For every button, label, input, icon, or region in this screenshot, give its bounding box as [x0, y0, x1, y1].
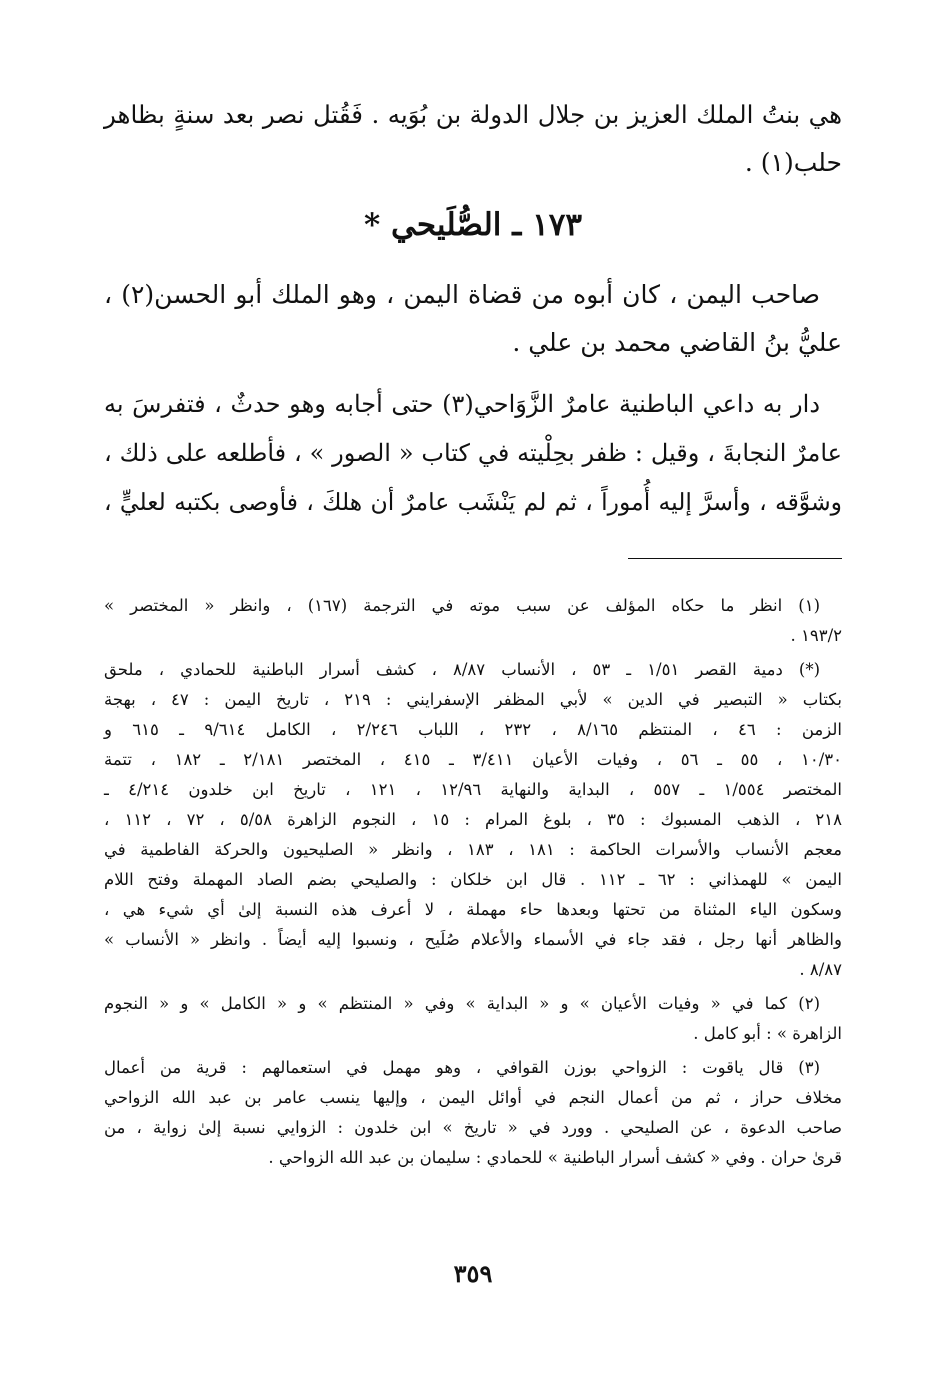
footnote-star-line-5: المختصر ١/٥٥٤ ـ ٥٥٧ ، البداية والنهاية ١٢/٩٦ ، ١٢١ ، تاريخ ابن خلدون ٤/٢١٤ ـ: [104, 780, 842, 799]
paragraph1-line-2: عليُّ بنُ القاضي محمد بن علي .: [512, 328, 842, 357]
paragraph2-line-3: وشوَّقه ، وأسرَّ إليه أُموراً ، ثم لم يَنْشَب عامرٌ أن هلكَ ، فأوصى بكتبه لعليٍّ ،: [104, 488, 842, 516]
entry-title: ١٧٣ ـ الصُّلَيحي *: [363, 207, 583, 243]
intro-line-2: حلب(١) .: [744, 148, 842, 177]
footnote-2-line-2: الزاهرة » : أبو كامل .: [693, 1024, 842, 1043]
footnote-star-line-8: اليمن » للهمذاني : ٦٢ ـ ١١٢ . قال ابن خلكان : والصليحي بضم الصاد المهملة وفتح اللام: [104, 870, 842, 889]
footnote-star-line-10: والظاهر أنها رجل ، فقد جاء في الأسماء والأعلام صُلَيح ، ونسبوا إليه أيضاً . وانظر « الأنساب »: [104, 930, 842, 949]
footnote-3-line-2: مخلاف حراز ، ثم من أعمال النجم في أوائل اليمن ، وإليها ينسب عامر بن عبد الله الزواحي: [104, 1088, 842, 1107]
footnote-1-line-1: (١) انظر ما حكاه المؤلف عن سبب موته في الترجمة (١٦٧) ، وانظر « المختصر »: [104, 596, 821, 615]
page-number: ٣٥٩: [453, 1259, 493, 1288]
footnote-star-line-6: ٢١٨ ، الذهب المسبوك : ٣٥ ، بلوغ المرام : ١٥ ، النجوم الزاهرة ٥/٥٨ ، ٧٢ ، ١١٢ ،: [104, 810, 843, 829]
footnote-1-line-2: ١٩٣/٢ .: [790, 626, 842, 645]
footnote-2-line-1: (٢) كما في « وفيات الأعيان » و « البداية » وفي « المنتظم » و « الكامل » و « النجوم: [104, 994, 820, 1013]
footnote-3-line-3: صاحب الدعوة ، عن الصليحي . وورد في « تاريخ » ابن خلدون : الزوايي نسبة إلىٰ زواية ، من: [104, 1118, 842, 1137]
paragraph2-line-1: دار به داعي الباطنية عامرٌ الزَّوَاحي(٣) حتى أجابه وهو حدثٌ ، فتفرسَ به: [104, 390, 820, 418]
footnote-star-line-2: بكتاب « التبصير في الدين » لأبي المظفر الإسفرايني : ٢١٩ ، تاريخ اليمن : ٤٧ ، بهجة: [104, 690, 842, 709]
footnote-star-line-4: ١٠/٣٠ ، ٥٥ ـ ٥٦ ، وفيات الأعيان ٣/٤١١ ـ ٤١٥ ، المختصر ٢/١٨١ ـ ١٨٢ ، تتمة: [104, 750, 842, 769]
paragraph1-line-1: صاحب اليمن ، كان أبوه من قضاة اليمن ، وهو الملك أبو الحسن(٢) ،: [104, 280, 820, 309]
footnote-3-line-1: (٣) قال ياقوت : الزواحي بوزن القوافي ، وهو مهمل في استعمالهم : قرية من أعمال: [104, 1058, 820, 1077]
footnote-star-line-1: (*) دمية القصر ١/٥١ ـ ٥٣ ، الأنساب ٨/٨٧ ، كشف أسرار الباطنية للحمادي ، ملحق: [104, 660, 821, 679]
intro-line-1: هي بنتُ الملك العزيز بن جلال الدولة بن بُوَيه . فَقُتل نصر بعد سنةٍ بظاهر: [104, 100, 842, 129]
footnote-star-line-9: وسكون الياء المثناة من تحتها وبعدها حاء مهملة ، لا أعرف هذه النسبة إلىٰ أي شيء هي ،: [104, 900, 842, 919]
footnote-star-line-7: معجم الأنساب والأسرات الحاكمة : ١٨١ ، ١٨٣ ، وانظر « الصليحيون والحركة الفاطمية في: [104, 840, 842, 859]
footnote-star-line-3: الزمن : ٤٦ ، المنتظم ٨/١٦٥ ، ٢٣٢ ، اللباب ٢/٢٤٦ ، الكامل ٩/٦١٤ ـ ٦١٥ و: [104, 720, 842, 739]
footnote-separator: [628, 558, 842, 559]
footnote-3-line-4: قرىٰ حران . وفي « كشف أسرار الباطنية » للحمادي : سليمان بن عبد الله الزواحي .: [268, 1148, 842, 1167]
paragraph2-line-2: عامرٌ النجابةَ ، وقيل : ظفر بحِلْيته في كتاب « الصور » ، فأطلعه على ذلك ،: [104, 439, 842, 467]
footnote-star-line-11: ٨/٨٧ .: [799, 960, 842, 979]
